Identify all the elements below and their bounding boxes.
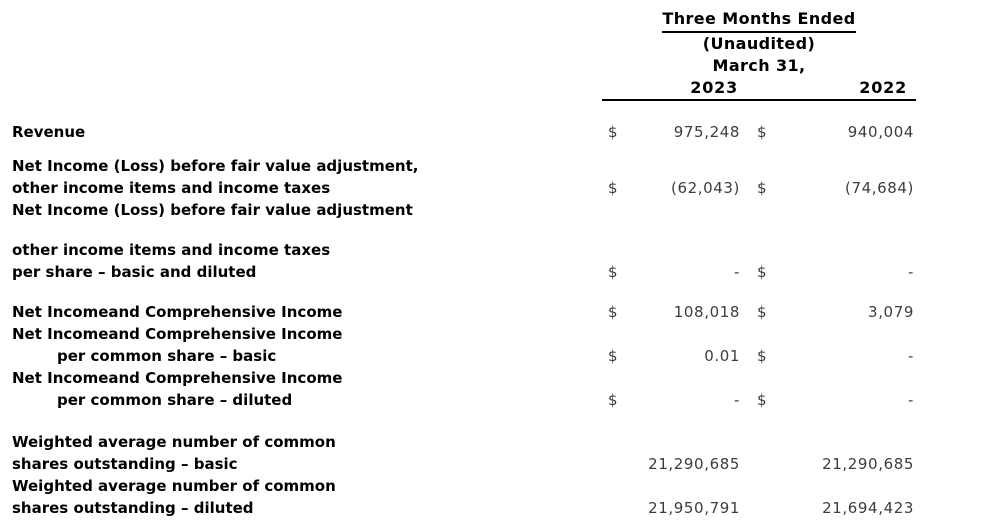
period-title: Three Months Ended xyxy=(662,8,855,33)
dollar-sign: $ xyxy=(608,347,618,365)
dollar-sign: $ xyxy=(757,179,767,197)
value-2022: - xyxy=(907,391,914,409)
header-spacer-cell xyxy=(0,55,602,77)
value-2023: 0.01 xyxy=(704,347,740,365)
header-spacer-cell xyxy=(0,33,602,55)
dollar-sign: $ xyxy=(608,123,618,141)
value-2022: 940,004 xyxy=(847,123,914,141)
header-unaudited-row xyxy=(0,33,916,55)
row-comprehensive-income-basic-line2 xyxy=(0,345,916,367)
value-2023: - xyxy=(733,263,740,281)
row-label: Net Incomeand Comprehensive Income xyxy=(12,369,343,387)
row-label: per common share – diluted xyxy=(57,391,293,409)
value-2022: - xyxy=(907,347,914,365)
spacer-row xyxy=(0,100,916,121)
income-statement-table xyxy=(0,8,916,519)
row-label: Revenue xyxy=(12,123,86,141)
row-net-income-loss-line1 xyxy=(0,155,916,177)
value-2023: 21,950,791 xyxy=(648,499,740,517)
header-date-row xyxy=(0,55,916,77)
row-label: other income items and income taxes xyxy=(12,241,331,259)
header-title-cell xyxy=(602,8,916,33)
value-2023: 21,290,685 xyxy=(648,455,740,473)
column-header-2023: 2023 xyxy=(602,77,742,100)
row-per-share-line1 xyxy=(0,239,916,261)
dollar-sign: $ xyxy=(608,179,618,197)
row-label: per common share – basic xyxy=(57,347,277,365)
value-2023: (62,043) xyxy=(671,179,740,197)
row-label: Net Incomeand Comprehensive Income xyxy=(12,303,343,321)
row-label: Net Income (Loss) before fair value adjustment xyxy=(12,201,413,219)
value-2022: 21,290,685 xyxy=(822,455,914,473)
value-2022: 3,079 xyxy=(868,303,914,321)
row-comprehensive-income-diluted-line1 xyxy=(0,367,916,389)
value-2022: - xyxy=(907,263,914,281)
row-label: shares outstanding – diluted xyxy=(12,499,254,517)
row-per-share-line2 xyxy=(0,261,916,283)
dollar-sign: $ xyxy=(757,391,767,409)
value-2022: 21,694,423 xyxy=(822,499,914,517)
row-comprehensive-income-basic-line1 xyxy=(0,323,916,345)
spacer-row xyxy=(0,221,916,239)
row-label: per share – basic and diluted xyxy=(12,263,257,281)
dollar-sign: $ xyxy=(757,123,767,141)
row-weighted-diluted-line1 xyxy=(0,475,916,497)
row-weighted-basic-line1 xyxy=(0,431,916,453)
dollar-sign xyxy=(742,453,788,475)
row-label: Net Incomeand Comprehensive Income xyxy=(12,325,343,343)
row-label: other income items and income taxes xyxy=(12,179,331,197)
spacer-row xyxy=(0,283,916,301)
row-label: Net Income (Loss) before fair value adjustment, xyxy=(12,157,419,175)
dollar-sign: $ xyxy=(757,347,767,365)
row-comprehensive-income-diluted-line2 xyxy=(0,389,916,411)
row-net-income-loss-line3 xyxy=(0,199,916,221)
value-2023: - xyxy=(733,391,740,409)
header-spacer-cell xyxy=(0,77,602,100)
row-net-income-loss-line2 xyxy=(0,177,916,199)
row-revenue xyxy=(0,121,916,143)
dollar-sign xyxy=(742,497,788,519)
row-weighted-diluted-line2 xyxy=(0,497,916,519)
spacer-row xyxy=(0,143,916,155)
header-years-row xyxy=(0,77,916,100)
unaudited-label: (Unaudited) xyxy=(702,34,816,53)
dollar-sign: $ xyxy=(757,303,767,321)
dollar-sign xyxy=(602,453,644,475)
dollar-sign: $ xyxy=(608,263,618,281)
dollar-sign: $ xyxy=(608,303,618,321)
column-header-2022: 2022 xyxy=(742,77,916,100)
dollar-sign: $ xyxy=(757,263,767,281)
row-label: Weighted average number of common xyxy=(12,477,336,495)
date-label: March 31, xyxy=(712,56,806,75)
value-2023: 108,018 xyxy=(673,303,740,321)
row-label: Weighted average number of common xyxy=(12,433,336,451)
value-2023: 975,248 xyxy=(673,123,740,141)
row-label: shares outstanding – basic xyxy=(12,455,238,473)
header-spacer-cell xyxy=(0,8,602,33)
value-2022: (74,684) xyxy=(845,179,914,197)
dollar-sign: $ xyxy=(608,391,618,409)
row-comprehensive-income xyxy=(0,301,916,323)
spacer-row xyxy=(0,411,916,431)
header-title-row xyxy=(0,8,916,33)
dollar-sign xyxy=(602,497,644,519)
row-weighted-basic-line2 xyxy=(0,453,916,475)
